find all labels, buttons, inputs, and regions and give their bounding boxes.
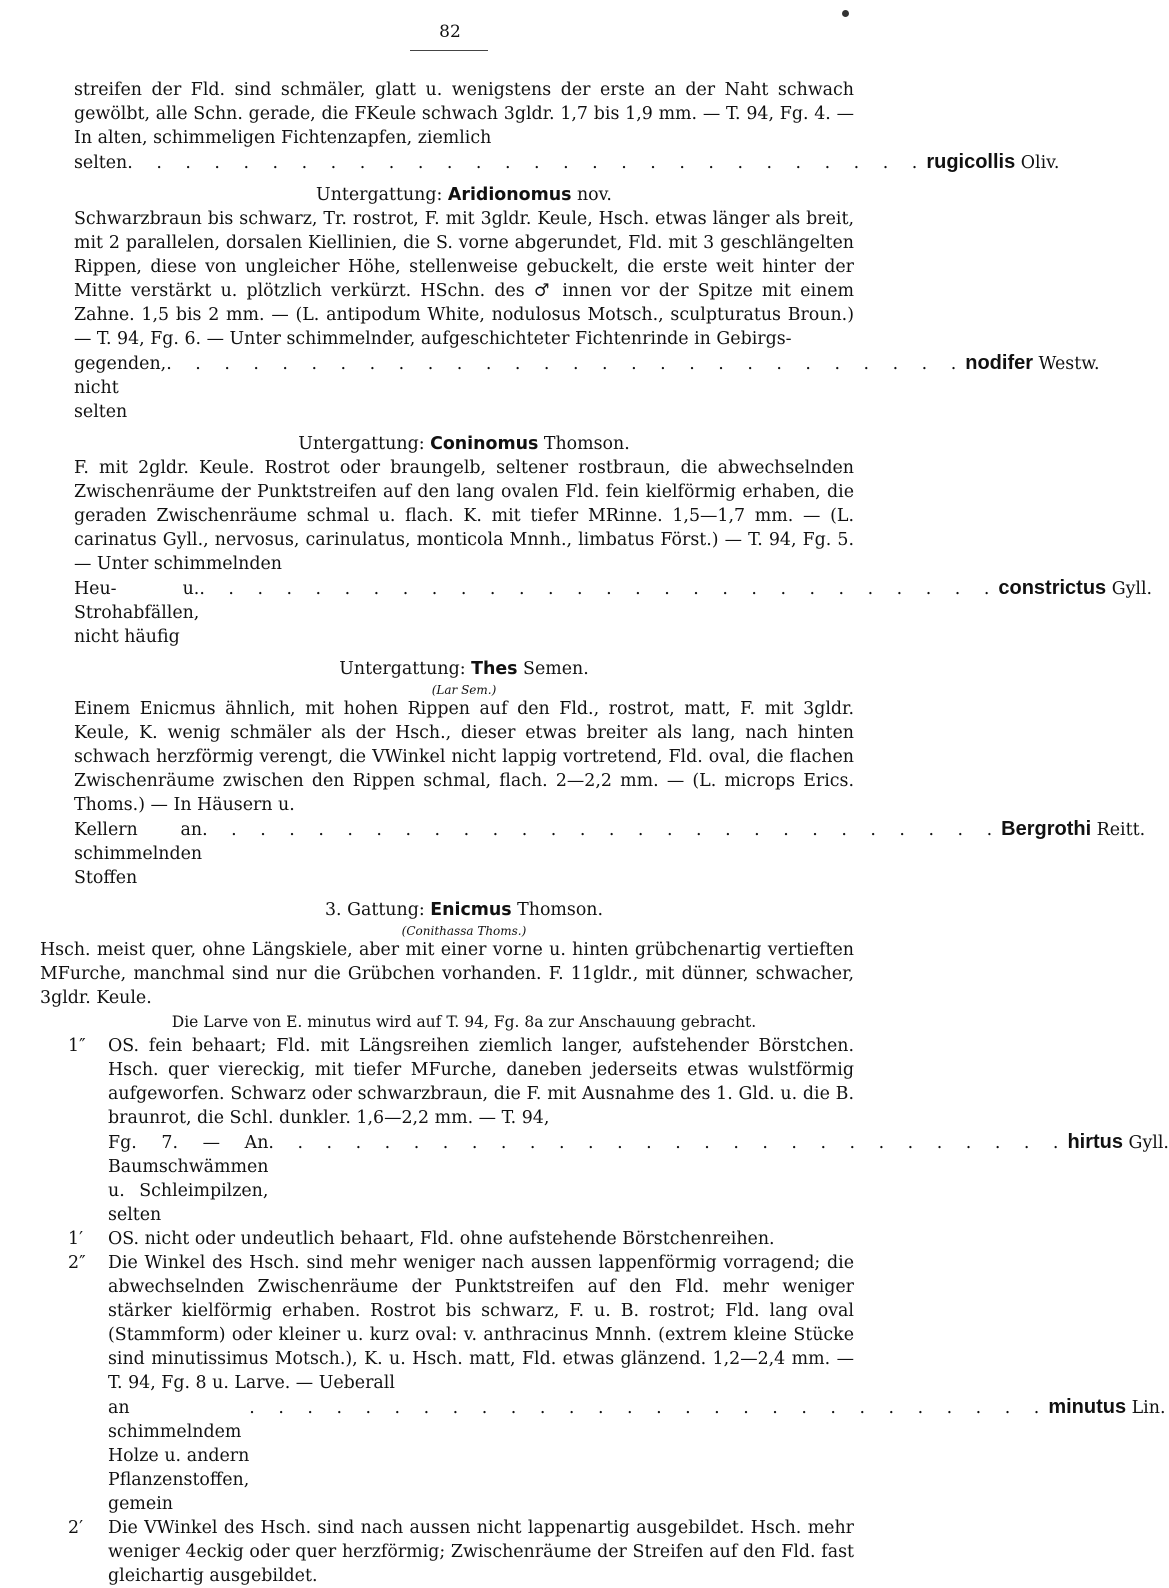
synonym-note: (Lar Sem.): [431, 683, 497, 697]
heading-prefix: 3. Gattung:: [324, 900, 425, 920]
species-author: Gyll.: [1106, 579, 1153, 599]
line-lead: gegenden, nicht selten: [74, 354, 167, 422]
species-author: Westw.: [1033, 354, 1100, 374]
key-number: 2″: [68, 1253, 86, 1273]
dot-leader: . . . . . . . . . . . . . . . . . . . . . . . . . . . .: [268, 1133, 1068, 1153]
species-author: Lin.: [1126, 1398, 1166, 1418]
dot-leader: . . . . . . . . . . . . . . . . . . . . . . . . . . . .: [249, 1398, 1049, 1418]
key-couplet: [68, 1227, 854, 1251]
species-name: constrictus: [998, 577, 1107, 599]
key-number: 1″: [68, 1036, 86, 1056]
species-name: nodifer: [965, 352, 1034, 374]
section-heading: [74, 898, 854, 922]
dot-leader: . . . . . . . . . . . . . . . . . . . . . . . . . . . .: [127, 153, 927, 173]
dot-leader: . . . . . . . . . . . . . . . . . . . . . . . . . . . .: [199, 579, 999, 599]
species-author: Gyll.: [1123, 1133, 1169, 1153]
paragraph: F. mit 2gldr. Keule. Rostrot oder braungelb, seltener rostbraun, die abwechselnden Zwischenräume der Punktstreifen auf den lang ovalen Fld. fein kielförmig erhaben, die geraden Zwischenräume schmal u. flach. K. mit tiefer MRinne. 1,5—1,7 mm. — (L. carinatus Gyll., nervosus, carinulatus, monticola Mnnh., limbatus Först.) — T. 94, Fg. 5. — Unter schimmelnden: [74, 458, 854, 574]
key-couplet: [68, 1516, 854, 1588]
genus-name: Enicmus: [430, 900, 512, 920]
species-author: Reitt.: [1091, 820, 1146, 840]
species-name: minutus: [1048, 1396, 1127, 1418]
heading-prefix: Untergattung:: [316, 185, 443, 205]
print-speck: [842, 10, 849, 17]
heading-author: Thomson.: [543, 434, 630, 454]
section-heading: [74, 657, 854, 681]
paragraph: Hsch. meist quer, ohne Längskiele, aber mit einer vorne u. hinten grübchenartig vertieften MFurche, manchmal sind nur die Grübchen vorhanden. F. 11gldr., mit dünner, schwacher, 3gldr. Keule.: [40, 940, 854, 1008]
species-line: [74, 150, 1060, 175]
figure-note: Die Larve von E. minutus wird auf T. 94, Fg. 8a zur Anschauung gebracht.: [171, 1013, 757, 1031]
key-number: 2′: [68, 1518, 84, 1538]
dot-leader: . . . . . . . . . . . . . . . . . . . . . . . . . . . .: [166, 354, 966, 374]
line-lead: Kellern an schimmelnden Stoffen: [74, 820, 203, 888]
key-couplet: [68, 1251, 854, 1395]
key-number: 1′: [68, 1229, 84, 1249]
key-text: OS. fein behaart; Fld. mit Längsreihen ziemlich langer, aufstehender Börstchen. Hsch. quer viereckig, mit tiefer MFurche, daneben jederseits etwas wulstförmig aufgeworfen. Schwarz oder schwarzbraun, die F. mit Ausnahme des 1. Gld. u. die B. braunrot, die Schl. dunkler. 1,6—2,2 mm. — T. 94,: [108, 1036, 854, 1128]
key-couplet: [68, 1034, 854, 1130]
species-name: hirtus: [1067, 1131, 1124, 1153]
page-number: 82: [439, 22, 461, 42]
genus-name: Aridionomus: [447, 185, 572, 205]
line-lead: an schimmelndem Holze u. andern Pflanzenstoffen, gemein: [108, 1398, 250, 1514]
heading-prefix: Untergattung:: [298, 434, 425, 454]
species-name: Bergrothi: [1001, 818, 1092, 840]
key-text: Die VWinkel des Hsch. sind nach aussen nicht lappenartig ausgebildet. Hsch. mehr weniger 4eckig oder quer herzförmig; Zwischenräume der Streifen auf den Fld. fast gleichartig ausgebildet.: [108, 1518, 854, 1586]
page-body: [40, 78, 1169, 1588]
paragraph: Schwarzbraun bis schwarz, Tr. rostrot, F. mit 3gldr. Keule, Hsch. etwas länger als breit, mit 2 parallelen, dorsalen Kiellinien, die S. vorne abgerundet, Fld. mit 3 geschlängelten Rippen, diese von ungleicher Höhe, stellenweise gebuckelt, die erste weit hinter der Mitte verstärkt u. plötzlich verkürzt. HSchn. des ♂ innen vor der Spitze mit einem Zahne. 1,5 bis 2 mm. — (L. antipodum White, nodulosus Motsch., sculpturatus Broun.) — T. 94, Fg. 6. — Unter schimmelnder, aufgeschichteter Fichtenrinde in Gebirgs-: [74, 209, 854, 349]
species-line: [74, 817, 1146, 890]
species-line: [108, 1395, 1166, 1516]
section-heading: [74, 183, 854, 207]
page-number-rule: [410, 50, 488, 51]
section-heading: [74, 432, 854, 456]
genus-name: Coninomus: [430, 434, 539, 454]
synonym-note: (Conithassa Thoms.): [401, 924, 527, 938]
species-author: Oliv.: [1015, 153, 1060, 173]
line-lead: selten: [74, 153, 128, 173]
species-line: [74, 576, 1153, 649]
species-line: [74, 351, 1100, 424]
key-text: Die Winkel des Hsch. sind mehr weniger nach aussen lappenförmig vorragend; die abwechselnden Zwischenräume der Punktstreifen auf den Fld. mehr weniger stärker kielförmig erhaben. Rostrot bis schwarz, F. u. B. rostrot; Fld. lang oval (Stammform) oder kleiner u. kurz oval: v. anthracinus Mnnh. (extrem kleine Stücke sind minutissimus Motsch.), K. u. Hsch. matt, Fld. etwas glänzend. 1,2—2,4 mm. — T. 94, Fg. 8 u. Larve. — Ueberall: [108, 1253, 854, 1393]
species-name: rugicollis: [926, 151, 1016, 173]
line-lead: Heu- u. Strohabfällen, nicht häufig: [74, 579, 200, 647]
heading-author: Semen.: [523, 659, 589, 679]
heading-author: nov.: [576, 185, 612, 205]
genus-name: Thes: [471, 659, 518, 679]
line-lead: Fg. 7. — An Baumschwämmen u. Schleimpilzen, selten: [108, 1133, 269, 1225]
paragraph: Einem Enicmus ähnlich, mit hohen Rippen auf den Fld., rostrot, matt, F. mit 3gldr. Keule, K. wenig schmäler als der Hsch., dieser etwas breiter als lang, nach hinten schwach herzförmig verengt, die VWinkel nicht lappig vortretend, Fld. oval, die flachen Zwischenräume zwischen den Rippen schmal, flach. 2—2,2 mm. — (L. microps Erics. Thoms.) — In Häusern u.: [74, 699, 854, 815]
species-line: [108, 1130, 1169, 1227]
key-text: OS. nicht oder undeutlich behaart, Fld. ohne aufstehende Börstchenreihen.: [108, 1229, 775, 1249]
paragraph: streifen der Fld. sind schmäler, glatt u. wenigstens der erste an der Naht schwach gewölbt, alle Schn. gerade, die FKeule schwach 3gldr. 1,7 bis 1,9 mm. — T. 94, Fg. 4. — In alten, schimmeligen Fichtenzapfen, ziemlich: [74, 80, 854, 148]
dot-leader: . . . . . . . . . . . . . . . . . . . . . . . . . . . .: [202, 820, 1002, 840]
heading-author: Thomson.: [517, 900, 604, 920]
heading-prefix: Untergattung:: [339, 659, 466, 679]
